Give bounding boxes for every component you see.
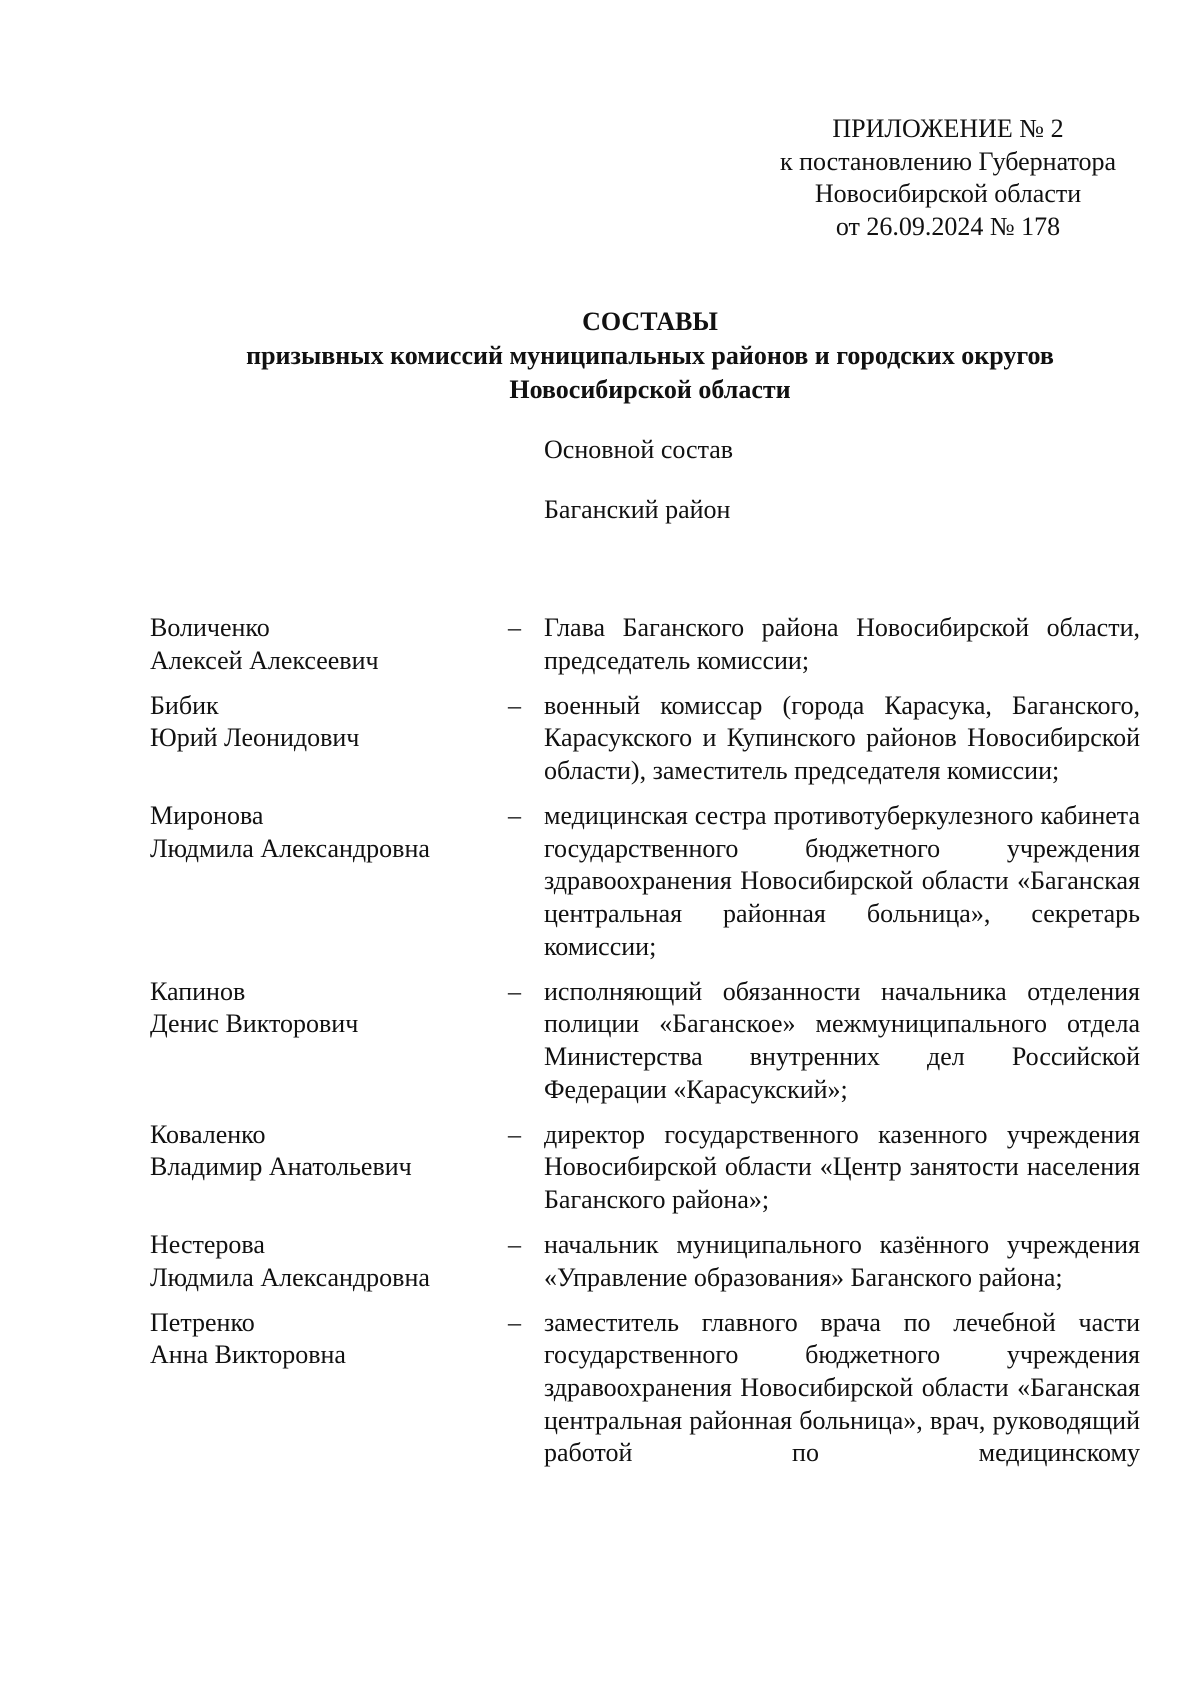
member-name (150, 612, 490, 677)
composition-label: Основной состав (544, 435, 734, 464)
dash-separator: – (508, 976, 521, 1006)
member-role: директор государственного казенного учреждения Новосибирской области «Центр занятости населения Баганского района»; (544, 1119, 1140, 1214)
title-line-2: призывных комиссий муниципальных районов и городских округов (246, 341, 1054, 370)
member-surname: Нестерова (150, 1230, 265, 1260)
member-role: Глава Баганского района Новосибирской области, председатель комиссии; (544, 613, 1140, 675)
member-surname: Петренко (150, 1307, 255, 1337)
member-name (150, 1229, 490, 1294)
appendix-reference: к постановлению Губернатора (779, 146, 1117, 176)
member-list (150, 612, 1140, 1482)
member-surname: Бибик (150, 690, 219, 720)
member-given-names: Анна Викторовна (150, 1340, 346, 1370)
member-name (150, 1119, 490, 1184)
member-entry (150, 1229, 1140, 1294)
member-entry (150, 690, 1140, 788)
member-given-names: Владимир Анатольевич (150, 1152, 412, 1182)
member-surname: Коваленко (150, 1119, 266, 1149)
member-given-names: Людмила Александровна (150, 833, 430, 863)
member-entry (150, 1307, 1140, 1470)
member-name (150, 976, 490, 1041)
appendix-region: Новосибирской области (814, 179, 1082, 209)
dash-separator: – (508, 1119, 521, 1149)
appendix-number: ПРИЛОЖЕНИЕ № 2 (832, 114, 1064, 143)
member-surname: Воличенко (150, 613, 270, 642)
member-entry (150, 976, 1140, 1106)
dash-separator: – (508, 1307, 521, 1337)
dash-separator: – (508, 801, 521, 831)
member-role: заместитель главного врача по лечебной части государственного бюджетного учреждения здравоохранения Новосибирской области «Баганская центральная районная больница», врач, руководящий работой по медицинскому (544, 1307, 1140, 1468)
dash-separator: – (508, 1230, 521, 1260)
title-line-3: Новосибирской области (509, 375, 791, 404)
member-name (150, 1307, 490, 1372)
member-given-names: Юрий Леонидович (150, 723, 360, 753)
member-role: исполняющий обязанности начальника отделения полиции «Баганское» межмуниципального отдела Министерства внутренних дел Российской Федерации «Карасукский»; (544, 976, 1140, 1104)
member-given-names: Алексей Алексеевич (150, 645, 379, 675)
dash-separator: – (508, 690, 521, 720)
member-surname: Капинов (150, 976, 246, 1006)
member-surname: Миронова (150, 801, 264, 831)
dash-separator: – (508, 613, 521, 642)
district-heading: Баганский район (544, 495, 731, 524)
member-entry (150, 1119, 1140, 1217)
appendix-header (760, 113, 1136, 243)
appendix-date: от 26.09.2024 № 178 (835, 211, 1061, 241)
document-title (100, 305, 1200, 407)
member-role: медицинская сестра противотуберкулезного кабинета государственного бюджетного учреждения здравоохранения Новосибирской области «Баганская центральная районная больница», секретарь комиссии; (544, 801, 1140, 961)
member-role: начальник муниципального казённого учреждения «Управление образования» Баганского района; (544, 1230, 1140, 1292)
member-entry (150, 800, 1140, 963)
member-given-names: Людмила Александровна (150, 1262, 430, 1292)
title-line-1: СОСТАВЫ (582, 307, 718, 336)
member-name (150, 690, 490, 755)
member-given-names: Денис Викторович (150, 1009, 359, 1039)
member-role: военный комиссар (города Карасука, Баганского, Карасукского и Купинского районов Новосибирской области), заместитель председателя комиссии; (544, 690, 1140, 785)
member-entry (150, 612, 1140, 677)
member-name (150, 800, 490, 865)
